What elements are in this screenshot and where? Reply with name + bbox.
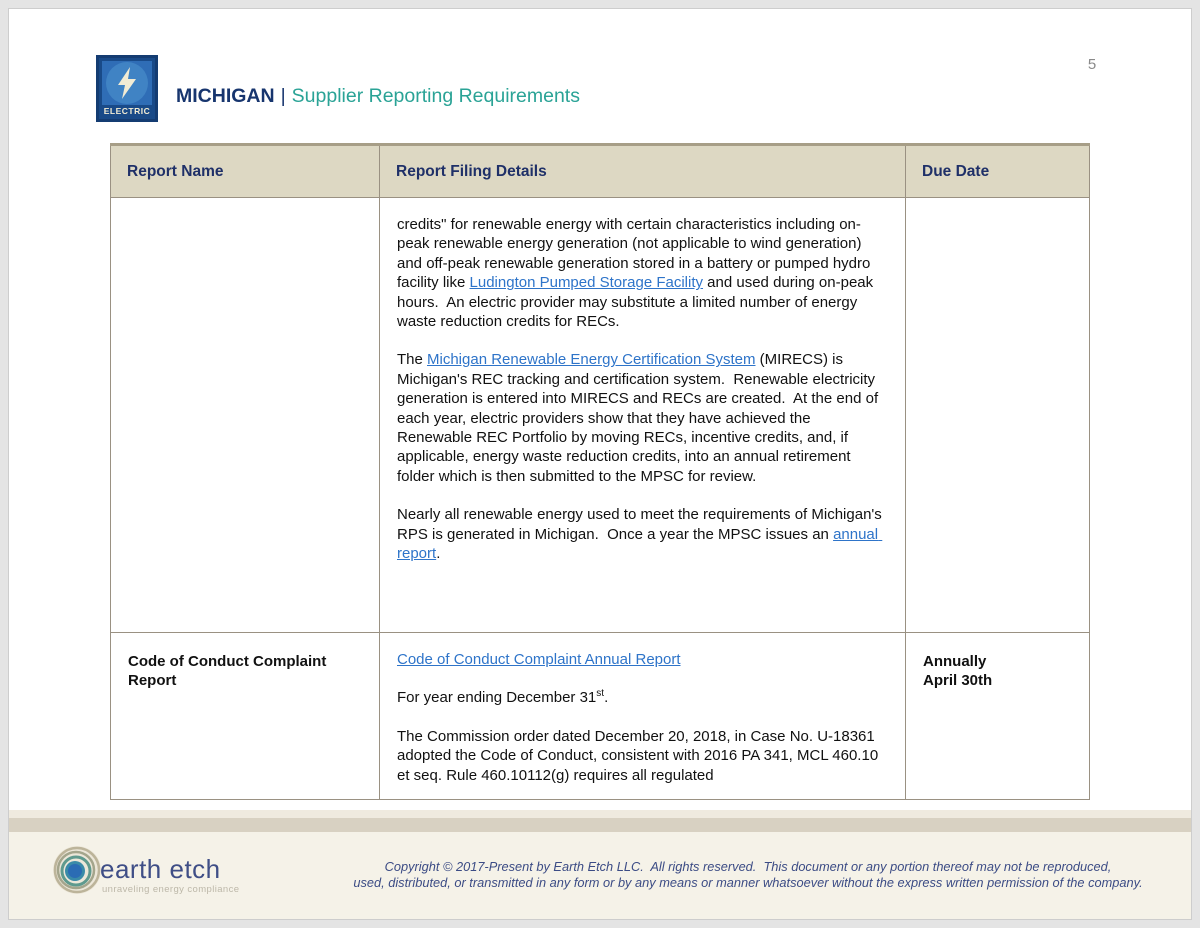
earth-etch-logo-icon <box>51 844 103 896</box>
report-filing-details-cell <box>380 198 906 633</box>
text-segment: credits" for renewable energy with certain characteristics including on-peak renewable energy generation (not applicable to wind generation) and off-peak renewable generation stored in a battery or pumped hydro facility like <box>397 216 875 292</box>
text-segment: The <box>397 351 428 369</box>
text-segment: For year ending December 31 <box>397 689 597 707</box>
column-header-due-date: Due Date <box>906 146 1090 198</box>
details-paragraph <box>397 727 889 785</box>
footer <box>9 832 1191 919</box>
electric-logo-square <box>102 61 152 105</box>
report-filing-details-cell <box>380 633 906 800</box>
details-paragraph <box>397 688 889 707</box>
table-header-row <box>110 143 1090 198</box>
electric-logo-label: ELECTRIC <box>103 106 151 116</box>
text-segment: (MIRECS) is Michigan's REC tracking and certification system. Renewable electricity generation is entered into MIRECS and RECs are created. At the end of each year, electric providers show that they have achieved the Renewable REC Portfolio by moving RECs, incentive credits, and, if applicable, energy waste reduction credits, into an annual retirement folder which is then submitted to the MPSC for review. <box>397 351 883 485</box>
footer-divider-light <box>9 810 1191 818</box>
details-paragraph <box>397 350 889 486</box>
table-row <box>110 633 1090 800</box>
inline-link[interactable]: Ludington Pumped Storage Facility <box>469 274 704 292</box>
electric-logo <box>96 55 158 122</box>
earth-etch-brand: earth etch <box>100 854 221 884</box>
footer-divider-tan <box>9 818 1191 832</box>
electric-logo-circle <box>106 62 148 104</box>
report-name-cell: Code of Conduct Complaint Report <box>110 633 380 800</box>
column-header-report-name: Report Name <box>110 146 380 198</box>
text-segment: . <box>604 689 609 707</box>
text-segment: Nearly all renewable energy used to meet the requirements of Michigan's RPS is generated in Michigan. Once a year the MPSC issues an <box>397 506 886 543</box>
text-segment: and used during on-peak hours. An electric provider may substitute a limited number of energy waste reduction credits for RECs. <box>397 274 878 331</box>
text-segment: The Commission order dated December 20, 2018, in Case No. U-18361 adopted the Code of Conduct, consistent with 2016 PA 341, MCL 460.10 et seq. Rule 460.10112(g) requires all regulated <box>397 727 883 784</box>
report-name-cell <box>110 198 380 633</box>
document-page <box>8 8 1192 920</box>
reporting-requirements-table <box>110 143 1090 800</box>
lightning-bolt-icon <box>115 67 139 99</box>
due-date-cell <box>906 198 1090 633</box>
copyright-line-1: Copyright © 2017-Present by Earth Etch LLC. All rights reserved. This document or any portion thereof may not be reproduced, <box>384 859 1112 874</box>
copyright-line-2: used, distributed, or transmitted in any form or by any means or manner whatsoever without the express written permission of the company. <box>353 875 1143 890</box>
page-number: 5 <box>1087 56 1097 73</box>
title-subtitle: Supplier Reporting Requirements <box>291 85 580 107</box>
title-separator: | <box>280 85 286 107</box>
inline-link[interactable]: Code of Conduct Complaint Annual Report <box>397 651 681 668</box>
details-paragraph <box>397 650 889 669</box>
due-date-frequency: Annually <box>923 653 987 670</box>
table-row <box>110 198 1090 633</box>
inline-link[interactable]: Michigan Renewable Energy Certification System <box>427 351 756 369</box>
due-date-day: April 30th <box>923 672 993 690</box>
superscript-text: st <box>596 688 605 700</box>
inline-link[interactable]: annual report <box>397 525 883 563</box>
column-header-report-filing-details: Report Filing Details <box>380 146 906 198</box>
page-title <box>176 85 580 108</box>
copyright-notice <box>340 859 1156 891</box>
due-date-cell <box>906 633 1090 800</box>
details-paragraph <box>397 215 889 331</box>
title-state: MICHIGAN <box>176 85 275 107</box>
earth-etch-tagline: unraveling energy compliance <box>102 884 240 895</box>
details-paragraph <box>397 505 889 563</box>
text-segment: . <box>436 545 441 563</box>
